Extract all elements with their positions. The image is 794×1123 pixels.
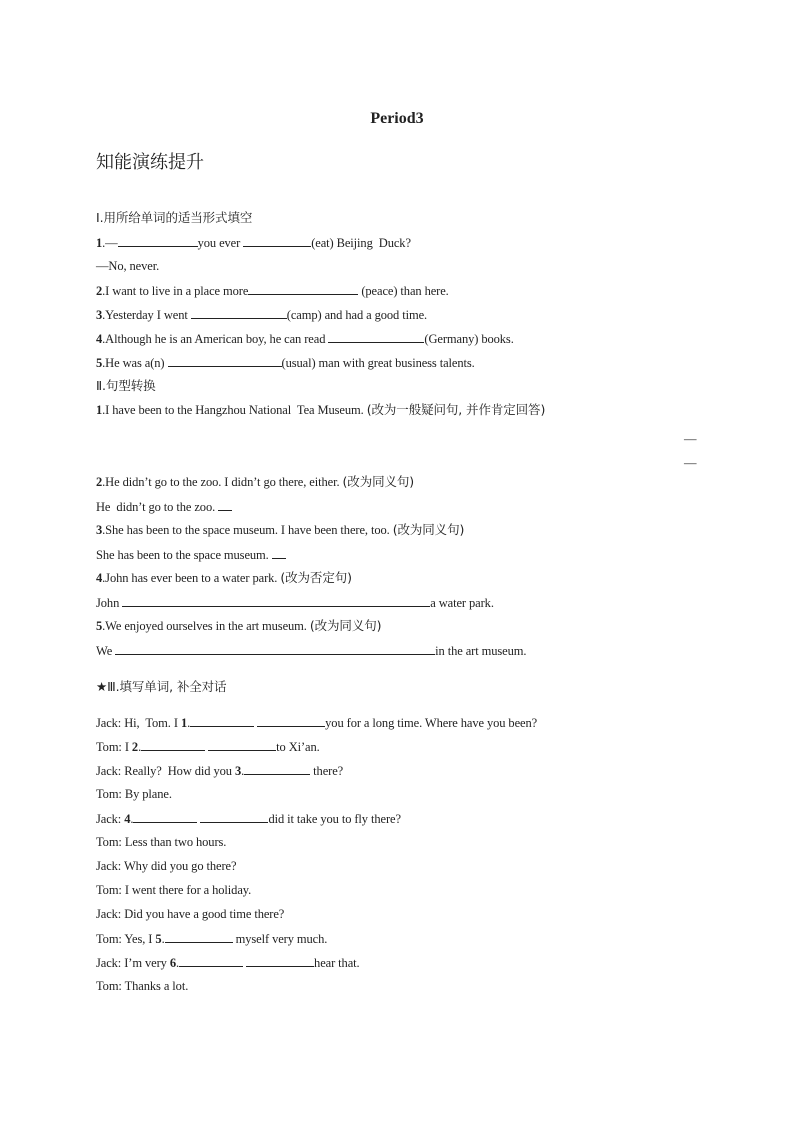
dialog-line-5: Jack: 4. did it take you to fly there? [96, 812, 401, 826]
s1-item-3: 3.Yesterday I went (camp) and had a good time. [96, 308, 428, 322]
dialog-line-2: Tom: I 2. to Xi’an. [96, 740, 320, 754]
s2-item-3: 3.She has been to the space museum. I have been there, too. (改为同义句) [96, 522, 465, 537]
section1-heading: Ⅰ.用所给单词的适当形式填空 [96, 210, 253, 225]
dialog-line-1: Jack: Hi, Tom. I 1. you for a long time. Where have you been? [96, 716, 538, 730]
dialog-line-4: Tom: By plane. [96, 787, 172, 801]
dialog-line-10: Tom: Yes, I 5. myself very much. [96, 932, 328, 946]
section2-heading: Ⅱ.句型转换 [96, 378, 156, 393]
s2-item-1: 1.I have been to the Hangzhou National Tea Museum. (改为一般疑问句, 并作肯定回答) [96, 402, 546, 417]
dialog-line-11: Jack: I’m very 6. hear that. [96, 956, 360, 970]
s1-item-5: 5.He was a(n) (usual) man with great business talents. [96, 356, 475, 370]
page-title: Period3 [370, 110, 424, 127]
s2-item-5: 5.We enjoyed ourselves in the art museum. (改为同义句) [96, 618, 382, 633]
s2-item-5-answer: We in the art museum. [96, 644, 527, 658]
dialog-line-12: Tom: Thanks a lot. [96, 979, 189, 993]
dialog-line-6: Tom: Less than two hours. [96, 835, 227, 849]
s1-item-1: 1.— you ever (eat) Beijing Duck? [96, 236, 411, 250]
page-subtitle: 知能演练提升 [96, 152, 204, 173]
s2-item-2: 2.He didn’t go to the zoo. I didn’t go there, either. (改为同义句) [96, 474, 415, 489]
s1-item-2: 2.I want to live in a place more (peace) than here. [96, 284, 449, 298]
s1-item-4: 4.Although he is an American boy, he can read (Germany) books. [96, 332, 514, 346]
section3-heading: ★Ⅲ.填写单词, 补全对话 [96, 679, 227, 694]
s2-item-1-dash-2: — [684, 456, 697, 470]
s1-item-1-reply: —No, never. [96, 259, 160, 273]
s2-item-4: 4.John has ever been to a water park. (改为否定句) [96, 570, 352, 585]
s2-item-3-answer: She has been to the space museum. [96, 546, 286, 563]
s2-item-2-answer: He didn’t go to the zoo. [96, 498, 232, 515]
dialog-line-3: Jack: Really? How did you 3. there? [96, 764, 344, 778]
dialog-line-7: Jack: Why did you go there? [96, 859, 237, 873]
dialog-line-9: Jack: Did you have a good time there? [96, 907, 285, 921]
dialog-line-8: Tom: I went there for a holiday. [96, 883, 252, 897]
s2-item-4-answer: John a water park. [96, 596, 494, 610]
s2-item-1-dash-1: — [684, 432, 697, 446]
